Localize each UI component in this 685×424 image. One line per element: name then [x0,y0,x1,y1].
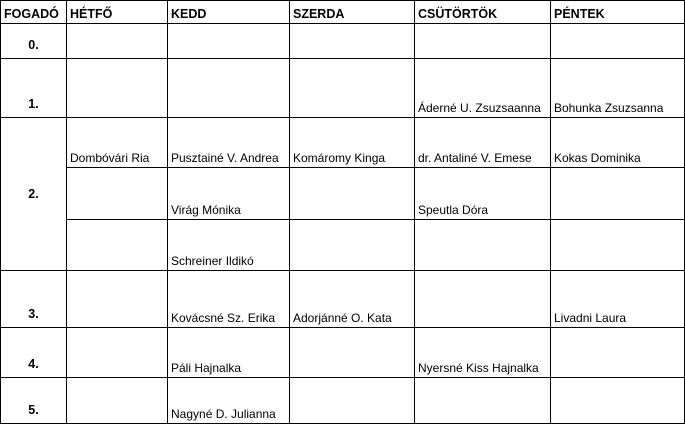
cell-r1-kedd [168,59,290,118]
header-kedd: KEDD [168,0,290,24]
cell-r1-csutortok: Áderné U. Zsuzsaanna [415,59,551,118]
cell-r5-hetfo [67,378,168,424]
cell-r5-szerda [290,378,415,424]
cell-r4-hetfo [67,328,168,378]
cell-r0-pentek [551,24,685,59]
cell-r4-kedd: Páli Hajnalka [168,328,290,378]
slot-3: 3. [0,271,67,328]
cell-r2a-szerda: Komáromy Kinga [290,118,415,168]
cell-r2a-hetfo: Dombóvári Ria [67,118,168,168]
cell-r3-pentek: Livadni Laura [551,271,685,328]
cell-r2c-csutortok [415,220,551,271]
cell-r2a-kedd: Pusztainé V. Andrea [168,118,290,168]
cell-r0-hetfo [67,24,168,59]
cell-r2b-hetfo [67,168,168,220]
slot-4: 4. [0,328,67,378]
cell-r3-kedd: Kovácsné Sz. Erika [168,271,290,328]
slot-5: 5. [0,378,67,424]
cell-r2b-kedd: Virág Mónika [168,168,290,220]
cell-r2c-kedd: Schreiner Ildikó [168,220,290,271]
cell-r3-csutortok [415,271,551,328]
cell-r2c-szerda [290,220,415,271]
cell-r1-pentek: Bohunka Zsuzsanna [551,59,685,118]
slot-1: 1. [0,59,67,118]
cell-r2b-csutortok: Speutla Dóra [415,168,551,220]
cell-r0-csutortok [415,24,551,59]
header-szerda: SZERDA [290,0,415,24]
header-fogado: FOGADÓ [0,0,67,24]
cell-r2c-hetfo [67,220,168,271]
cell-r2b-pentek [551,168,685,220]
header-hetfo: HÉTFŐ [67,0,168,24]
slot-2: 2. [0,118,67,271]
cell-r4-szerda [290,328,415,378]
cell-r0-szerda [290,24,415,59]
header-csutortok: CSÜTÖRTÖK [415,0,551,24]
cell-r4-csutortok: Nyersné Kiss Hajnalka [415,328,551,378]
cell-r5-kedd: Nagyné D. Julianna [168,378,290,424]
cell-r0-kedd [168,24,290,59]
cell-r2a-csutortok: dr. Antaliné V. Emese [415,118,551,168]
cell-r2c-pentek [551,220,685,271]
cell-r2a-pentek: Kokas Dominika [551,118,685,168]
slot-0: 0. [0,24,67,59]
cell-r3-hetfo [67,271,168,328]
cell-r1-hetfo [67,59,168,118]
cell-r3-szerda: Adorjánné O. Kata [290,271,415,328]
header-pentek: PÉNTEK [551,0,685,24]
cell-r2b-szerda [290,168,415,220]
cell-r5-pentek [551,378,685,424]
cell-r1-szerda [290,59,415,118]
cell-r4-pentek [551,328,685,378]
cell-r5-csutortok [415,378,551,424]
